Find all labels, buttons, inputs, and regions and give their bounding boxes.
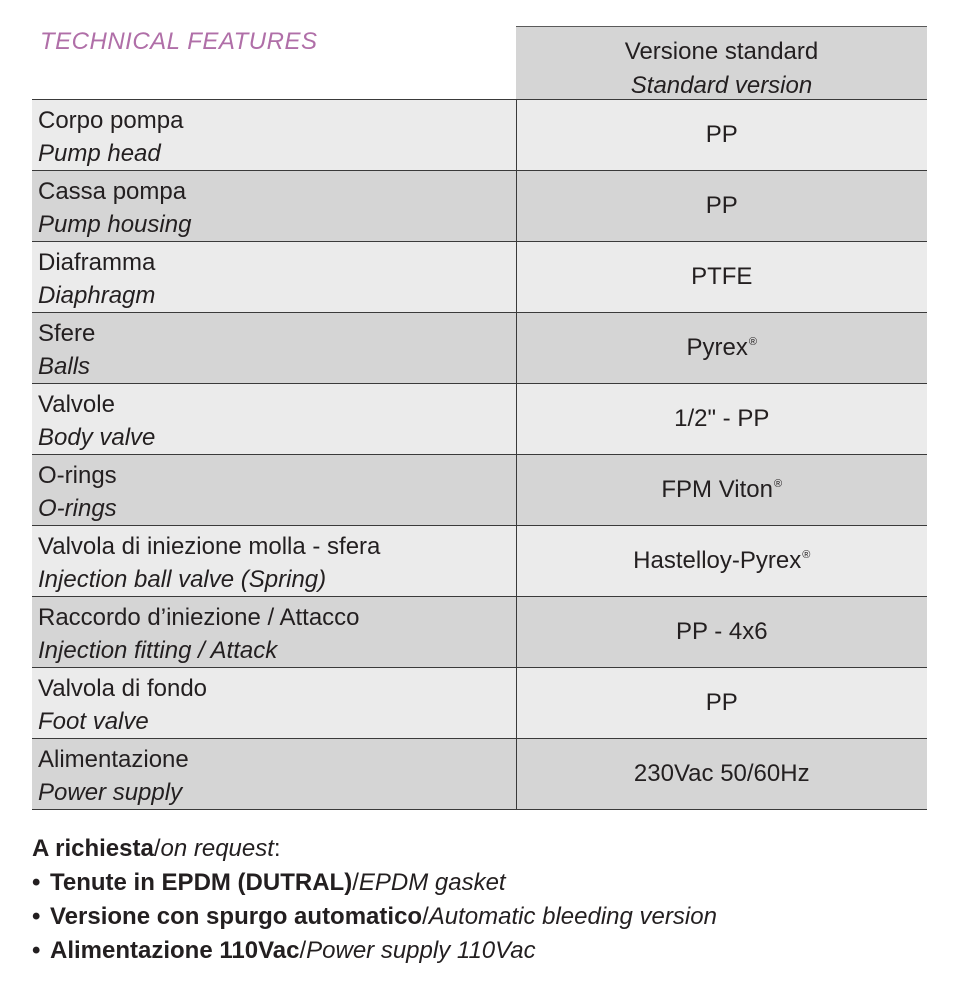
section-title: TECHNICAL FEATURES <box>40 28 318 55</box>
notes-list-item <box>32 866 717 900</box>
feature-value: PP <box>705 689 738 716</box>
table-row <box>32 668 927 739</box>
technical-features-table <box>32 99 927 810</box>
notes-heading <box>32 832 717 866</box>
bullet-icon: • <box>32 903 41 930</box>
feature-value: PTFE <box>691 263 753 290</box>
table-row <box>32 739 927 810</box>
bullet-icon: • <box>32 869 41 896</box>
bullet-icon: • <box>32 937 41 964</box>
feature-label-english: Balls <box>38 353 91 380</box>
feature-label-italian: Cassa pompa <box>38 178 187 205</box>
feature-value-cell <box>516 171 927 242</box>
feature-label-italian: O-rings <box>38 462 117 489</box>
table-row <box>32 171 927 242</box>
column-header-italian: Versione standard <box>624 38 819 65</box>
note-separator: / <box>352 869 359 896</box>
feature-value-cell <box>516 526 927 597</box>
feature-value: PP <box>705 121 738 148</box>
feature-value: FPM Viton <box>661 476 773 503</box>
table-row <box>32 455 927 526</box>
feature-value-cell <box>516 100 927 171</box>
table-row <box>32 526 927 597</box>
table-row <box>32 100 927 171</box>
feature-value: 230Vac 50/60Hz <box>633 760 810 787</box>
feature-value-cell <box>516 597 927 668</box>
note-separator: / <box>422 903 429 930</box>
feature-label-english: Body valve <box>38 424 156 451</box>
feature-value: 1/2" - PP <box>674 405 770 432</box>
feature-label-italian: Alimentazione <box>38 746 189 773</box>
feature-label-english: Injection fitting / Attack <box>38 637 278 664</box>
feature-label-italian: Valvola di fondo <box>38 675 208 702</box>
feature-value-cell <box>516 668 927 739</box>
feature-label-english: Pump housing <box>38 211 192 238</box>
on-request-notes <box>32 832 717 968</box>
feature-label-english: Pump head <box>38 140 161 167</box>
note-english: EPDM gasket <box>358 869 506 896</box>
feature-label-italian: Valvole <box>38 391 115 418</box>
feature-label-cell <box>32 739 516 810</box>
feature-label-cell <box>32 171 516 242</box>
feature-value: Pyrex <box>686 334 748 361</box>
registered-trademark-mark: ® <box>774 478 783 490</box>
notes-heading-separator: / <box>153 835 161 862</box>
feature-label-cell <box>32 597 516 668</box>
table-row <box>32 242 927 313</box>
registered-trademark-mark: ® <box>748 336 757 348</box>
column-header-standard-version <box>516 26 927 99</box>
table-row <box>32 384 927 455</box>
notes-list-item <box>32 900 717 934</box>
feature-value-cell <box>516 739 927 810</box>
feature-label-italian: Corpo pompa <box>38 107 184 134</box>
feature-label-cell <box>32 242 516 313</box>
note-separator: / <box>299 937 307 964</box>
notes-heading-english: on request <box>160 835 274 862</box>
feature-label-cell <box>32 100 516 171</box>
feature-value-cell <box>516 313 927 384</box>
feature-label-cell <box>32 313 516 384</box>
feature-value-cell <box>516 384 927 455</box>
notes-heading-italian: A richiesta <box>32 835 154 862</box>
feature-label-english: Injection ball valve (Spring) <box>38 566 327 593</box>
feature-label-italian: Valvola di iniezione molla - sfera <box>38 533 381 560</box>
feature-label-cell <box>32 384 516 455</box>
feature-label-english: Power supply <box>38 779 183 806</box>
note-english: Automatic bleeding version <box>428 903 717 930</box>
note-italian: Tenute in EPDM (DUTRAL) <box>50 869 353 896</box>
feature-label-cell <box>32 526 516 597</box>
feature-value: Hastelloy-Pyrex <box>633 547 802 574</box>
feature-label-english: Diaphragm <box>38 282 156 309</box>
feature-label-english: O-rings <box>38 495 117 522</box>
feature-label-italian: Sfere <box>38 320 96 347</box>
column-header-english: Standard version <box>630 72 813 99</box>
registered-trademark-mark: ® <box>802 549 811 561</box>
table-row <box>32 313 927 384</box>
notes-heading-colon: : <box>273 835 281 862</box>
notes-list-item <box>32 934 717 968</box>
feature-label-english: Foot valve <box>38 708 149 735</box>
table-row <box>32 597 927 668</box>
feature-label-italian: Raccordo d’iniezione / Attacco <box>38 604 360 631</box>
feature-value-cell <box>516 455 927 526</box>
feature-value: PP <box>705 192 738 219</box>
feature-label-cell <box>32 455 516 526</box>
note-english: Power supply 110Vac <box>306 937 536 964</box>
note-italian: Versione con spurgo automatico <box>50 903 423 930</box>
feature-value: PP - 4x6 <box>675 618 768 645</box>
feature-label-italian: Diaframma <box>38 249 156 276</box>
note-italian: Alimentazione 110Vac <box>50 937 300 964</box>
feature-label-cell <box>32 668 516 739</box>
feature-value-cell <box>516 242 927 313</box>
